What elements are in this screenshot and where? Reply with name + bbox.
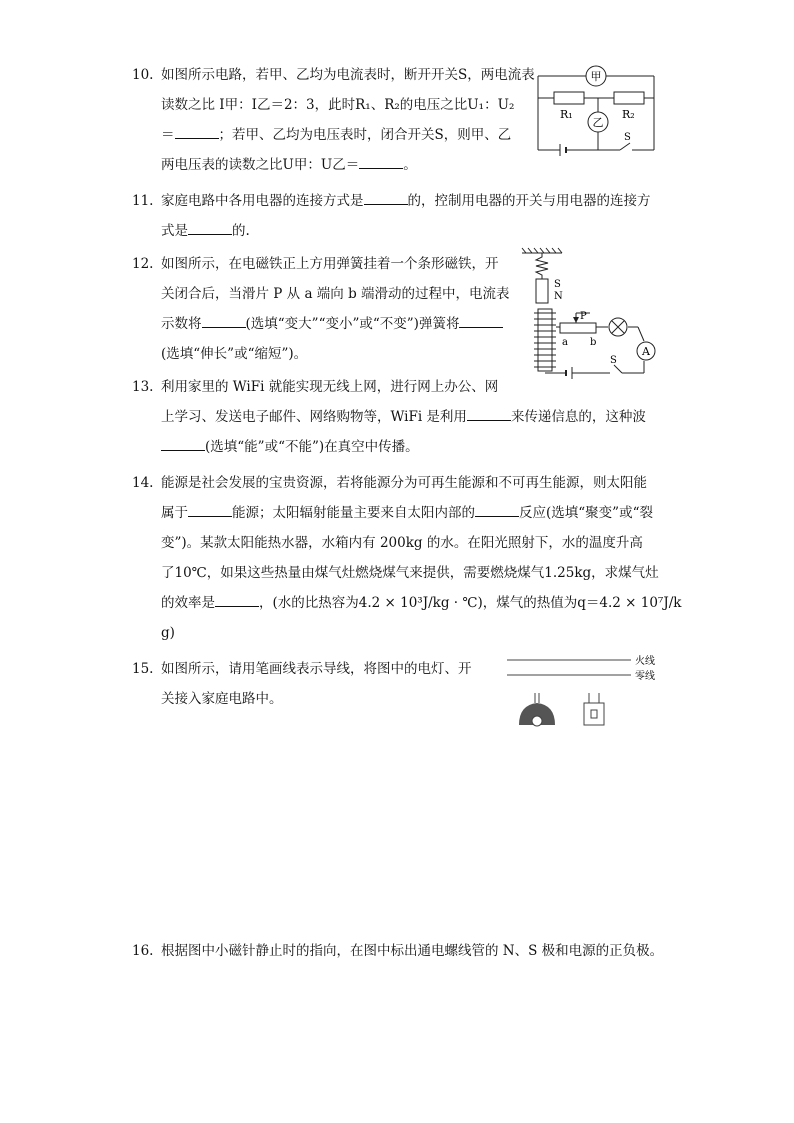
- answer-blank[interactable]: [188, 502, 232, 517]
- answer-blank[interactable]: [215, 592, 259, 607]
- magnet-n-label: N: [554, 291, 563, 302]
- answer-blank[interactable]: [161, 436, 205, 451]
- answer-blank[interactable]: [459, 313, 503, 328]
- q12-electromagnet-diagram: [520, 247, 660, 382]
- q10-line-3b: ；若甲、乙均为电压表时，闭合开关S，则甲、乙: [218, 127, 512, 143]
- q12-line-2: 关闭合后，当滑片 P 从 a 端向 b 端滑动的过程中，电流表: [161, 286, 510, 302]
- question-number: 16.: [132, 943, 154, 959]
- q12-line-1: 如图所示，在电磁铁正上方用弹簧挂着一个条形磁铁，开: [161, 256, 499, 272]
- end-b-label: b: [590, 337, 597, 348]
- q11-line-1: [161, 186, 651, 216]
- q13-line-2a: 上学习、发送电子邮件、网络购物等，WiFi 是利用: [161, 409, 467, 425]
- answer-blank[interactable]: [359, 154, 403, 169]
- q12-line-3: [161, 309, 503, 339]
- q15-line-2: 关接入家庭电路中。: [161, 691, 283, 707]
- q12-line-3a: 示数将: [161, 316, 202, 332]
- question-number: 11.: [132, 193, 154, 209]
- q15-line-1: 如图所示，请用笔画线表示导线，将图中的电灯、开: [161, 661, 472, 677]
- answer-blank[interactable]: [175, 124, 219, 139]
- q14-line-2b: 能源；太阳辐射能量主要来自太阳内部的: [232, 505, 475, 521]
- end-a-label: a: [562, 337, 568, 348]
- q11-line-2a: 式是: [161, 223, 188, 239]
- q14-line-5a: 的效率是: [161, 595, 215, 611]
- zero-wire-label: 零线: [635, 671, 655, 682]
- q14-line-4: 了10℃，如果这些热量由煤气灶燃烧煤气来提供，需要燃烧煤气1.25kg，求煤气灶: [161, 565, 659, 581]
- q14-line-2: [161, 498, 653, 528]
- q10-line-4b: 。: [403, 157, 417, 173]
- answer-blank[interactable]: [467, 406, 511, 421]
- question-number: 10.: [132, 67, 154, 83]
- question-number: 12.: [132, 256, 154, 272]
- q10-line-3: [161, 120, 511, 150]
- q12-line-3b: (选填“变大”“变小”或“不变”)弹簧将: [245, 316, 460, 332]
- q14-line-2a: 属于: [161, 505, 188, 521]
- q12-line-4: (选填“伸长”或“缩短”)。: [161, 346, 308, 362]
- meter-jia-label: 甲: [590, 70, 602, 83]
- r2-label: R₂: [622, 108, 635, 121]
- answer-blank[interactable]: [364, 190, 408, 205]
- q10-line-1: 如图所示电路，若甲、乙均为电流表时，断开开关S，两电流表: [161, 67, 535, 83]
- fire-wire-label: 火线: [635, 656, 655, 667]
- meter-yi-label: 乙: [592, 116, 604, 129]
- answer-blank[interactable]: [202, 313, 246, 328]
- r1-label: R₁: [560, 108, 573, 121]
- q10-line-4a: 两电压表的读数之比U甲：U乙＝: [161, 157, 360, 173]
- ammeter-label: A: [642, 345, 650, 358]
- q14-line-3: 变”)。某款太阳能热水器，水箱内有 200kg 的水。在阳光照射下，水的温度升高: [161, 535, 643, 551]
- switch-label: S: [624, 132, 631, 143]
- answer-blank[interactable]: [475, 502, 519, 517]
- q10-line-3a: ＝: [161, 127, 175, 143]
- question-number: 13.: [132, 379, 154, 395]
- q11-line-1a: 家庭电路中各用电器的连接方式是: [161, 193, 364, 209]
- q14-line-6: g): [161, 625, 175, 641]
- q11-line-1b: 的，控制用电器的开关与用电器的连接方: [407, 193, 651, 209]
- question-number: 14.: [132, 475, 154, 491]
- question-number: 15.: [132, 661, 154, 677]
- slider-p-label: P: [580, 311, 587, 322]
- q16-line-1: 根据图中小磁针静止时的指向，在图中标出通电螺线管的 N、S 极和电源的正负极。: [161, 943, 664, 959]
- q11-line-2b: 的.: [232, 223, 250, 239]
- answer-blank[interactable]: [188, 220, 232, 235]
- q13-line-2b: 来传递信息的，这种波: [510, 409, 646, 425]
- q10-circuit-diagram: [530, 62, 660, 158]
- q14-line-5b: ，(水的比热容为4.2 × 10³J/kg · ℃)，煤气的热值为q＝4.2 × 10⁷J/k: [259, 595, 682, 611]
- switch-label: S: [610, 355, 617, 366]
- q14-line-1: 能源是社会发展的宝贵资源，若将能源分为可再生能源和不可再生能源，则太阳能: [161, 475, 647, 491]
- q13-line-3: [161, 432, 419, 462]
- magnet-s-label: S: [554, 279, 561, 290]
- q15-household-circuit-diagram: [505, 655, 665, 735]
- q10-line-2: 读数之比 I甲：I乙＝2：3，此时R₁、R₂的电压之比U₁：U₂: [161, 97, 515, 113]
- q14-line-2c: 反应(选填“聚变”或“裂: [519, 505, 653, 521]
- q13-line-2: [161, 402, 646, 432]
- q13-line-3-text: (选填“能”或“不能”)在真空中传播。: [205, 439, 419, 455]
- q13-line-1: 利用家里的 WiFi 就能实现无线上网，进行网上办公、网: [161, 379, 499, 395]
- q10-line-4: [161, 150, 417, 180]
- q11-line-2: [161, 216, 250, 246]
- q14-line-5: [161, 588, 681, 618]
